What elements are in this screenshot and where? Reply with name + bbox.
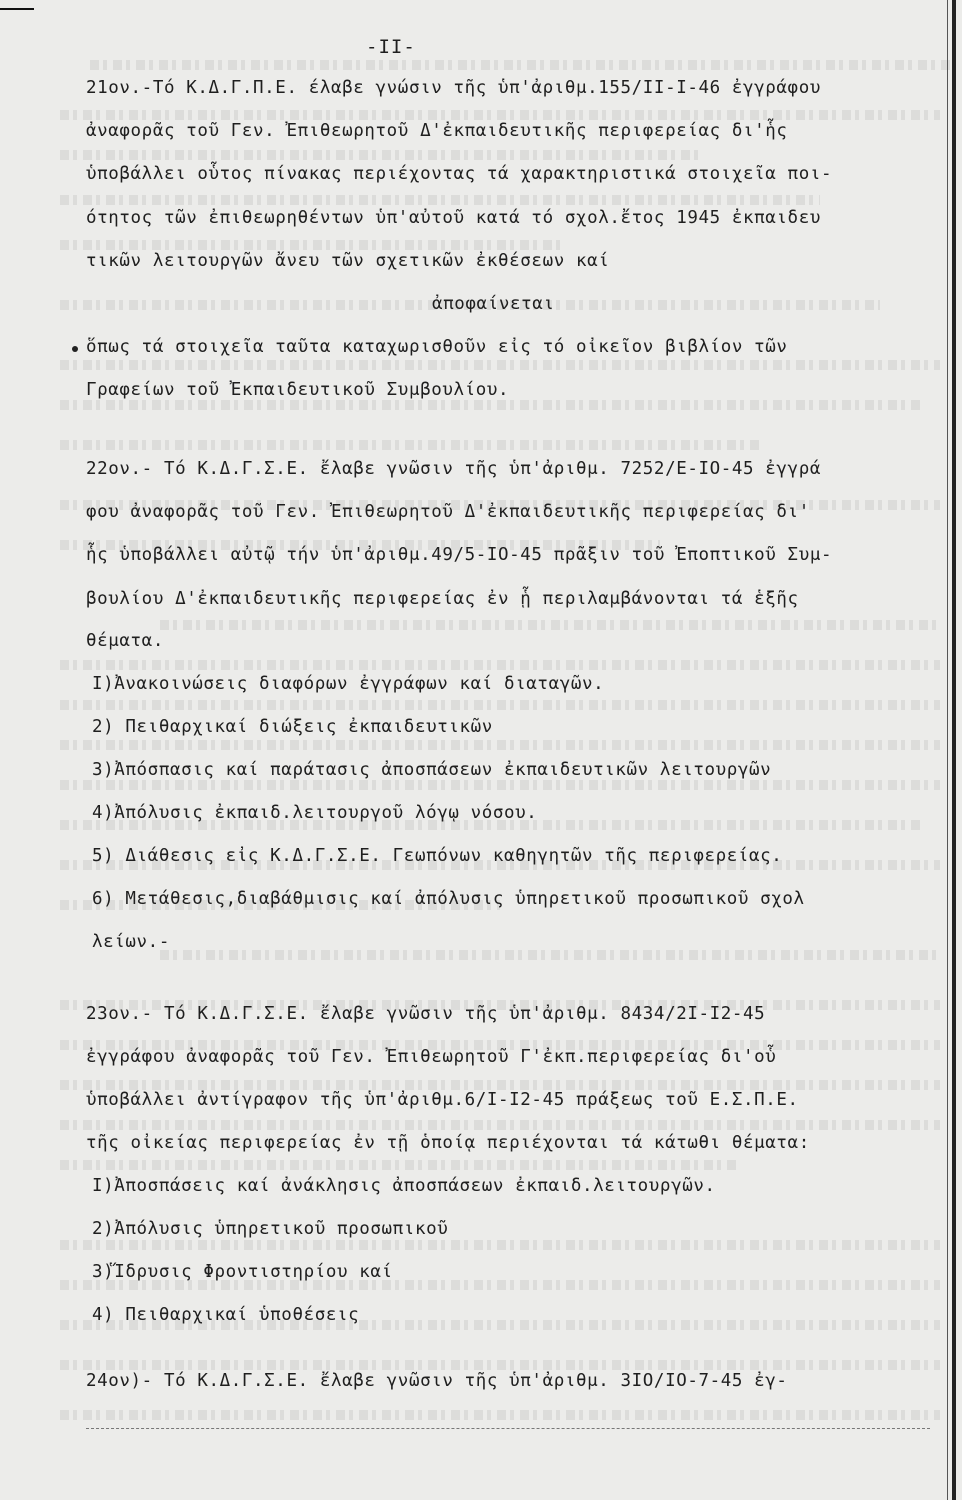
text-line: βουλίου Δ'ἐκπαιδευτικῆς περιφερείας ἐν ᾗ περιλαμβάνονται τά ἑξῆς bbox=[86, 589, 799, 609]
list-item: Ι)Ἀποσπάσεις καί ἀνάκλησις ἀποσπάσεων ἐκπαιδ.λειτουργῶν. bbox=[92, 1176, 716, 1196]
text-line-centered: ἀποφαίνεται bbox=[432, 294, 555, 314]
bleed-through-line bbox=[60, 1160, 740, 1170]
bleed-through-line bbox=[60, 740, 940, 750]
text-line: φου ἀναφορᾶς τοῦ Γεν. Ἐπιθεωρητοῦ Δ'ἐκπαιδευτικῆς περιφερείας δι' bbox=[86, 502, 810, 522]
bleed-through-line bbox=[60, 150, 700, 160]
text-line: 21ον.-Τό Κ.Δ.Γ.Π.Ε. έλαβε γνώσιν τῆς ὑπ'ἀριθμ.155/ΙΙ-Ι-46 ἐγγράφου bbox=[86, 78, 821, 98]
bleed-through-line bbox=[60, 195, 820, 205]
bleed-through-line bbox=[60, 1410, 940, 1420]
ink-dot-mark bbox=[72, 346, 78, 352]
bleed-through-line bbox=[60, 780, 940, 790]
text-line: 22ον.- Τό Κ.Δ.Γ.Σ.Ε. ἔλαβε γνῶσιν τῆς ὑπ'ἀριθμ. 7252/Ε-ΙΟ-45 ἐγγρά bbox=[86, 459, 821, 479]
text-line: τικῶν λειτουργῶν ἄνευ τῶν σχετικῶν ἐκθέσεων καί bbox=[86, 251, 610, 271]
text-line: ἀναφορᾶς τοῦ Γεν. Ἐπιθεωρητοῦ Δ'ἐκπαιδευτικῆς περιφερείας δι'ἧς bbox=[86, 121, 788, 141]
list-item: 6) Μετάθεσις,διαβάθμισις καί ἀπόλυσις ὑπηρετικοῦ προσωπικοῦ σχολ bbox=[92, 889, 805, 909]
list-item: Ι)Ἀνακοινώσεις διαφόρων ἐγγράφων καί διαταγῶν. bbox=[92, 674, 605, 694]
list-item: 3)Ἵδρυσις Φροντιστηρίου καί bbox=[92, 1262, 393, 1282]
bleed-through-line bbox=[60, 1120, 940, 1130]
scan-edge-right-inner bbox=[947, 0, 948, 1500]
scan-edge-right bbox=[952, 0, 956, 1500]
text-line: Γραφείων τοῦ Ἐκπαιδευτικοῦ Συμβουλίου. bbox=[86, 380, 510, 400]
list-item: 2)Ἀπόλυσις ὑπηρετικοῦ προσωπικοῦ bbox=[92, 1219, 449, 1239]
text-line: ότητος τῶν ἐπιθεωρηθέντων ὑπ'αὐτοῦ κατά τό σχολ.ἔτος 1945 ἐκπαιδευ bbox=[86, 208, 821, 228]
list-item: 4) Πειθαρχικαί ὑποθέσεις bbox=[92, 1305, 360, 1325]
bleed-through-line bbox=[60, 1080, 940, 1090]
bleed-through-line bbox=[60, 400, 920, 410]
text-line: τῆς οἰκείας περιφερείας ἐν τῇ ὁποίᾳ περιέχονται τά κάτωθι θέματα: bbox=[86, 1133, 810, 1153]
bleed-through-line bbox=[90, 60, 950, 70]
page-number: -II- bbox=[366, 36, 416, 58]
list-item-continuation: λείων.- bbox=[92, 932, 170, 952]
bleed-through-line bbox=[60, 360, 940, 370]
footer-rule bbox=[86, 1428, 930, 1429]
text-line: ὑποβάλλει οὗτος πίνακας περιέχοντας τά χαρακτηριστικά στοιχεῖα ποι- bbox=[86, 164, 833, 184]
bleed-through-line bbox=[60, 1360, 940, 1370]
bleed-through-line bbox=[60, 240, 560, 250]
bleed-through-line bbox=[60, 110, 940, 120]
list-item: 2) Πειθαρχικαί διώξεις ἐκπαιδευτικῶν bbox=[92, 717, 493, 737]
bleed-through-line bbox=[60, 1240, 940, 1250]
bleed-through-line bbox=[60, 700, 940, 710]
bleed-through-line bbox=[160, 950, 940, 960]
text-line: 23ον.- Τό Κ.Δ.Γ.Σ.Ε. ἔλαβε γνῶσιν τῆς ὑπ'ἀριθμ. 8434/2Ι-Ι2-45 bbox=[86, 1004, 766, 1024]
bleed-through-line bbox=[60, 660, 940, 670]
list-item: 4)Ἀπόλυσις ἐκπαιδ.λειτουργοῦ λόγῳ νόσου. bbox=[92, 803, 538, 823]
text-line: θέματα. bbox=[86, 631, 164, 651]
bleed-through-line bbox=[160, 620, 940, 630]
text-line: ὑποβάλλει ἀντίγραφον τῆς ὑπ'ἀριθμ.6/Ι-Ι2-45 πράξεως τοῦ Ε.Σ.Π.Ε. bbox=[86, 1090, 799, 1110]
scan-edge-mark bbox=[0, 8, 34, 10]
text-line: ἐγγράφου ἀναφορᾶς τοῦ Γεν. Ἐπιθεωρητοῦ Γ'ἐκπ.περιφερείας δι'οὗ bbox=[86, 1047, 777, 1067]
text-line: ἧς ὑποβάλλει αὐτῷ τήν ὑπ'ἀριθμ.49/5-ΙΟ-45 πρᾶξιν τοῦ Ἐποπτικοῦ Συμ- bbox=[86, 545, 833, 565]
list-item: 3)Ἀπόσπασις καί παράτασις ἀποσπάσεων ἐκπαιδευτικῶν λειτουργῶν bbox=[92, 760, 772, 780]
text-line: 24ον)- Τό Κ.Δ.Γ.Σ.Ε. ἔλαβε γνῶσιν τῆς ὑπ'ἀριθμ. 3ΙΟ/ΙΟ-7-45 ἐγ- bbox=[86, 1371, 788, 1391]
text-line: ὅπως τά στοιχεῖα ταῦτα καταχωρισθοῦν εἰς τό οἰκεῖον βιβλίον τῶν bbox=[86, 337, 788, 357]
list-item: 5) Διάθεσις εἰς Κ.Δ.Γ.Σ.Ε. Γεωπόνων καθηγητῶν τῆς περιφερείας. bbox=[92, 846, 783, 866]
bleed-through-line bbox=[60, 440, 760, 450]
